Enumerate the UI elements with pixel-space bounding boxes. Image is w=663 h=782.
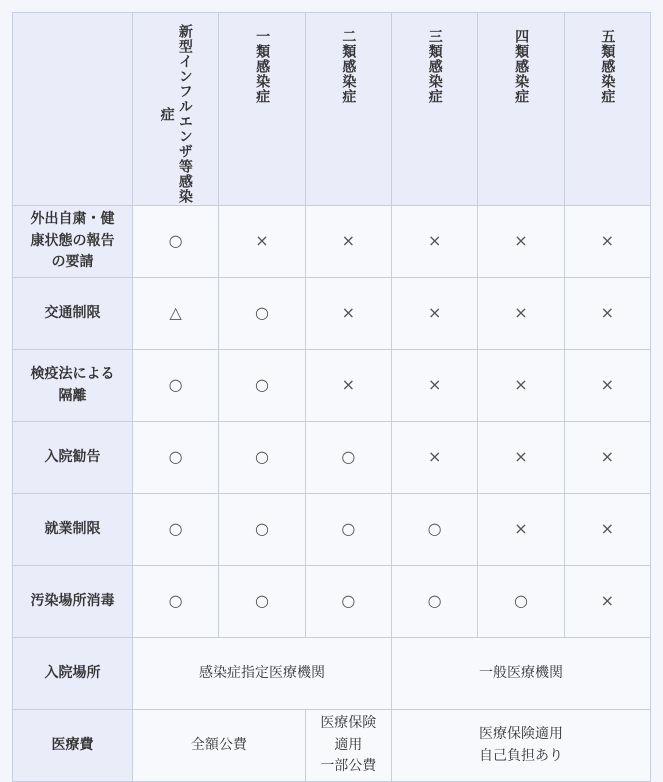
- row-label: 汚染場所消毒: [13, 566, 133, 638]
- table-cell: ×: [564, 422, 650, 494]
- table-cell: ○: [305, 422, 391, 494]
- general-facility-cell: 一般医療機関: [391, 638, 650, 710]
- table-cell: ○: [133, 494, 219, 566]
- medical-cost-row: [13, 710, 651, 782]
- cost-line: 適用: [334, 736, 363, 753]
- table-cell: ×: [391, 350, 477, 422]
- table-cell: ×: [391, 206, 477, 278]
- table-cell: ×: [564, 206, 650, 278]
- table-cell: ○: [391, 494, 477, 566]
- table-cell: ×: [564, 278, 650, 350]
- table-cell: ○: [219, 566, 305, 638]
- infection-class-table: [12, 12, 651, 782]
- self-pay-cost-cell: [391, 710, 650, 782]
- row-label: [13, 206, 133, 278]
- cost-line: 医療保険適用: [478, 725, 563, 742]
- header-label: 二類感染症: [340, 29, 357, 104]
- header-col-0: [133, 13, 219, 206]
- header-row: [13, 13, 651, 206]
- cost-line: 自己負担あり: [478, 747, 563, 764]
- table-cell: ×: [478, 350, 564, 422]
- table-cell: ×: [478, 206, 564, 278]
- cost-line: 医療保険: [320, 714, 377, 731]
- row-label: 交通制限: [13, 278, 133, 350]
- row-label: 入院勧告: [13, 422, 133, 494]
- table-cell: ○: [133, 350, 219, 422]
- table-cell: ○: [219, 422, 305, 494]
- table-cell: ×: [564, 494, 650, 566]
- header-label: 新型インフルエンザ等感染症: [158, 24, 193, 204]
- table-cell: ×: [305, 278, 391, 350]
- table-cell: ×: [305, 206, 391, 278]
- table-cell: ○: [219, 494, 305, 566]
- table-cell: ×: [391, 422, 477, 494]
- table-row: [13, 278, 651, 350]
- table-cell: ○: [391, 566, 477, 638]
- header-col-1: [219, 13, 305, 206]
- table-cell: ○: [133, 422, 219, 494]
- table-cell: △: [133, 278, 219, 350]
- header-col-3: [391, 13, 477, 206]
- row-label: 入院場所: [13, 638, 133, 710]
- partial-public-cost-cell: [305, 710, 391, 782]
- table-cell: ×: [305, 350, 391, 422]
- table-cell: ○: [219, 350, 305, 422]
- header-label: 三類感染症: [426, 29, 443, 104]
- table-cell: ○: [133, 206, 219, 278]
- header-label: 五類感染症: [599, 29, 616, 104]
- table-row: [13, 206, 651, 278]
- table-row: [13, 566, 651, 638]
- table-cell: ×: [478, 278, 564, 350]
- corner-cell: [13, 13, 133, 206]
- cost-line: 一部公費: [320, 758, 377, 775]
- row-label-text: 検疫法による隔離: [30, 365, 115, 404]
- table-cell: ×: [391, 278, 477, 350]
- table-row: [13, 422, 651, 494]
- designated-facility-cell: 感染症指定医療機関: [133, 638, 392, 710]
- row-label: 就業制限: [13, 494, 133, 566]
- table-cell: ○: [478, 566, 564, 638]
- full-public-cost-cell: 全額公費: [133, 710, 306, 782]
- table-cell: ○: [305, 566, 391, 638]
- table-cell: ×: [564, 566, 650, 638]
- row-label: 医療費: [13, 710, 133, 782]
- table-cell: ×: [478, 422, 564, 494]
- header-label: 一類感染症: [254, 29, 271, 104]
- header-col-4: [478, 13, 564, 206]
- row-label-text: 外出自粛・健康状態の報告の要請: [30, 210, 115, 271]
- infection-class-table-wrapper: [12, 12, 651, 782]
- table-cell: ×: [478, 494, 564, 566]
- table-cell: ×: [219, 206, 305, 278]
- header-col-2: [305, 13, 391, 206]
- table-cell: ○: [219, 278, 305, 350]
- header-label: 四類感染症: [513, 29, 530, 104]
- table-row: [13, 494, 651, 566]
- table-cell: ×: [564, 350, 650, 422]
- hospital-place-row: [13, 638, 651, 710]
- table-cell: ○: [133, 566, 219, 638]
- header-col-5: [564, 13, 650, 206]
- table-cell: ○: [305, 494, 391, 566]
- row-label: [13, 350, 133, 422]
- table-row: [13, 350, 651, 422]
